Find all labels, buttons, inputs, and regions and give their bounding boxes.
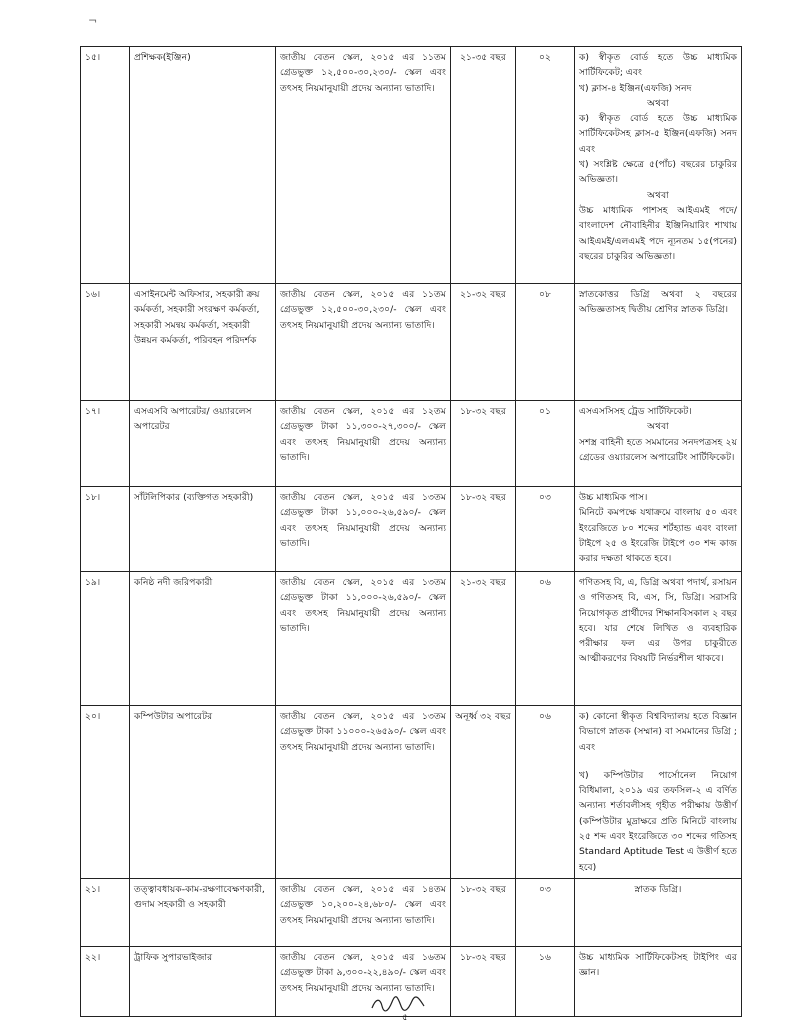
vacancy-count: ০২ [516,47,575,284]
qualification [575,878,742,946]
pay-scale: জাতীয় বেতন স্কেল, ২০১৫ এর ১৩তম গ্রেডভুক্ত টাকা ১১,০০০-২৬,৫৯০/- স্কেল এবং তৎসহ নিয়মানুযায়ী প্রদেয় অন্যান্য ভাতাদি। [276,487,451,572]
table-row [81,47,742,284]
post-name: সাঁটলিপিকার (ব্যক্তিগত সহকারী) [130,487,276,572]
qualification-line: এসএসসিসহ ট্রেড সার্টিফিকেট। [579,406,692,417]
serial-number: ১৭। [81,401,130,487]
post-name: প্রশিক্ষক(ইঞ্জিন) [130,47,276,284]
qualification-line: সশস্ত্র বাহিনী হতে সমমানের সনদপত্রসহ ২য় গ্রেডের ওয়্যারলেস অপারেটিং সার্টিফিকেট। [579,436,737,463]
qualification-line: গণিতসহ বি, এ, ডিগ্রি অথবা পদার্থ, রসায়ন ও গণিতসহ বি, এস, সি, ডিগ্রি। সরাসরি নিয়োগকৃত প্রার্থীদের শিক্ষানবিসকাল ২ বছর হবে। যার শেষে লিখিত ও ব্যবহারিক পরীক্ষার ফল এর উপর চাকুরীতে আত্মীকরণের বিষয়টি নির্ভরশীল থাকবে। [579,577,737,665]
serial-number: ১৮। [81,487,130,572]
vacancy-count: ০১ [516,401,575,487]
qualification-line: খ) সংশ্লিষ্ট ক্ষেত্রে ৫(পাঁচ) বছরের চাকুরির অভিজ্ঞতা। [579,159,737,186]
post-name: এসাইনমেন্ট অফিসার, সহকারী ক্রয় কর্মকর্তা, সহকারী সংরক্ষণ কর্মকর্তা, সহকারী সমন্বয় কর্মকর্তা, সহকারী উন্নয়ন কর্মকর্তা, পরিবহন পরিদর্শক [130,284,276,401]
post-name: কনিষ্ঠ নদী জরিপকারী [130,572,276,706]
vacancy-count: ০৩ [516,878,575,946]
page-corner-mark: ¬ [88,14,98,27]
page-number: ৫ [402,1013,408,1023]
vacancy-count: ০৮ [516,284,575,401]
vacancy-count: ০৬ [516,572,575,706]
age-limit: অনূর্ধ্ব ৩২ বছর [451,706,516,879]
post-name: এসএসবি অপারেটর/ ওয়্যারলেস অপারেটর [130,401,276,487]
qualification-line: খ) ক্লাস-৪ ইঞ্জিন(এফজি) সনদ [579,82,692,94]
vacancy-count: ০৩ [516,487,575,572]
vacancy-table [80,46,742,1017]
qualification [575,946,742,1016]
qualification-line: অথবা [647,97,669,109]
age-limit: ২১-৩২ বছর [451,572,516,706]
table-row [81,401,742,487]
serial-number: ১৯। [81,572,130,706]
age-limit: ২১-৩৫ বছর [451,47,516,284]
pay-scale: জাতীয় বেতন স্কেল, ২০১৫ এর ১৪তম গ্রেডভুক্ত ১০,২০০-২৪,৬৮০/- স্কেল এবং তৎসহ নিয়মানুযায়ী প্রদেয় অন্যান্য ভাতাদি। [276,878,451,946]
serial-number: ২০। [81,706,130,879]
qualification [575,706,742,879]
post-name: তত্ত্বাবধায়ক-কাম-রক্ষণাবেক্ষণকারী, গুদাম সহকারী ও সহকারী [130,878,276,946]
table-row [81,487,742,572]
post-name: ট্রাফিক সুপারভাইজার [130,946,276,1016]
table-row [81,284,742,401]
table-row [81,706,742,879]
age-limit: ২১-৩২ বছর [451,284,516,401]
pay-scale: জাতীয় বেতন স্কেল, ২০১৫ এর ১৬তম গ্রেডভুক্ত টাকা ৯,৩০০-২২,৪৯০/- স্কেল এবং তৎসহ নিয়মানুযায়ী প্রদেয় অন্যান্য ভাতাদি। [276,946,451,1016]
qualification-line: ক) স্বীকৃত বোর্ড হতে উচ্চ মাধ্যমিক সার্টিফিকেটসহ ক্লাস-৫ ইঞ্জিন(এফজি) সনদ এবং [579,113,737,155]
signature-mark [368,994,428,1014]
age-limit: ১৮-৩২ বছর [451,878,516,946]
qualification-line: ক) কোনো স্বীকৃত বিশ্ববিদ্যালয় হতে বিজ্ঞান বিভাগে স্নাতক (সম্মান) বা সমমানের ডিগ্রি ; এবং [579,711,737,753]
qualification [575,284,742,401]
qualification-line: স্নাতক ডিগ্রি। [634,883,682,895]
qualification-line: মিনিটে কমপক্ষে যথাক্রমে বাংলায় ৫০ এবং ইংরেজিতে ৮০ শব্দের শর্টহ্যান্ড এবং বাংলা টাইপে ২৫ ও ইংরেজি টাইপে ৩০ শব্দ কাজ করার দক্ষতা থাকতে হবে। [579,507,737,565]
serial-number: ২২। [81,946,130,1016]
vacancy-count: ১৬ [516,946,575,1016]
age-limit: ১৮-৩২ বছর [451,401,516,487]
qualification-line: খ) কম্পিউটার পার্সোনেল নিয়োগ বিধিমালা, ২০১৯ এর তফসিল-২ এ বর্ণিত অন্যান্য শর্তাবলীসহ গৃহীত পরীক্ষায় উত্তীর্ণ (কম্পিউটার মুদ্রাক্ষরে প্রতি মিনিটে বাংলায় ২৫ শব্দ এবং ইংরেজিতে ৩০ শব্দের গতিসহ Standard Aptitude Test এ উত্তীর্ণ হতে হবে) [579,769,737,873]
vacancy-count: ০৬ [516,706,575,879]
qualification-line: উচ্চ মাধ্যমিক সার্টিফিকেটসহ টাইপিং এর জ্ঞান। [579,951,737,979]
qualification [575,401,742,487]
qualification-line: ক) স্বীকৃত বোর্ড হতে উচ্চ মাধ্যমিক সার্টিফিকেট; এবং [579,52,737,79]
qualification-line: অথবা [647,421,669,433]
pay-scale: জাতীয় বেতন স্কেল, ২০১৫ এর ১৩তম গ্রেডভুক্ত টাকা ১১০০০-২৬৫৯০/- স্কেল এবং তৎসহ নিয়মানুযায়ী প্রদেয় অন্যান্য ভাতাদি। [276,706,451,879]
age-limit: ১৮-৩২ বছর [451,946,516,1016]
qualification-line: স্নাতকোত্তর ডিগ্রি অথবা ২ বছরের অভিজ্ঞতাসহ দ্বিতীয় শ্রেণির স্নাতক ডিগ্রি। [579,289,737,316]
table-row [81,572,742,706]
qualification [575,47,742,284]
pay-scale: জাতীয় বেতন স্কেল, ২০১৫ এর ১৩তম গ্রেডভুক্ত টাকা ১১,০০০-২৬,৫৯০/- স্কেল এবং তৎসহ নিয়মানুযায়ী প্রদেয় অন্যান্য ভাতাদি। [276,572,451,706]
qualification-line: উচ্চ মাধ্যমিক পাস। [579,492,648,503]
qualification [575,487,742,572]
pay-scale: জাতীয় বেতন স্কেল, ২০১৫ এর ১২তম গ্রেডভুক্ত টাকা ১১,৩০০-২৭,৩০০/- স্কেল এবং তৎসহ নিয়মানুযায়ী প্রদেয় অন্যান্য ভাতাদি। [276,401,451,487]
qualification-line: উচ্চ মাধ্যমিক পাশসহ আইএমই পদে/ বাংলাদেশ নৌবাহিনীর ইঞ্জিনিয়ারিং শাখায় আইএমই/এলএমই পদে ন্যূনতম ১৫(পনের) বছরের চাকুরির অভিজ্ঞতা। [579,204,737,262]
serial-number: ১৬। [81,284,130,401]
serial-number: ২১। [81,878,130,946]
qualification-line: অথবা [647,189,669,201]
qualification [575,572,742,706]
serial-number: ১৫। [81,47,130,284]
pay-scale: জাতীয় বেতন স্কেল, ২০১৫ এর ১১তম গ্রেডভুক্ত ১২,৫০০-৩০,২৩০/- স্কেল এবং তৎসহ নিয়মানুযায়ী প্রদেয় অন্যান্য ভাতাদি। [276,47,451,284]
age-limit: ১৮-৩২ বছর [451,487,516,572]
post-name: কম্পিউটার অপারেটর [130,706,276,879]
pay-scale: জাতীয় বেতন স্কেল, ২০১৫ এর ১১তম গ্রেডভুক্ত ১২,৫০০-৩০,২৩০/- স্কেল এবং তৎসহ নিয়মানুযায়ী প্রদেয় অন্যান্য ভাতাদি। [276,284,451,401]
table-row [81,878,742,946]
